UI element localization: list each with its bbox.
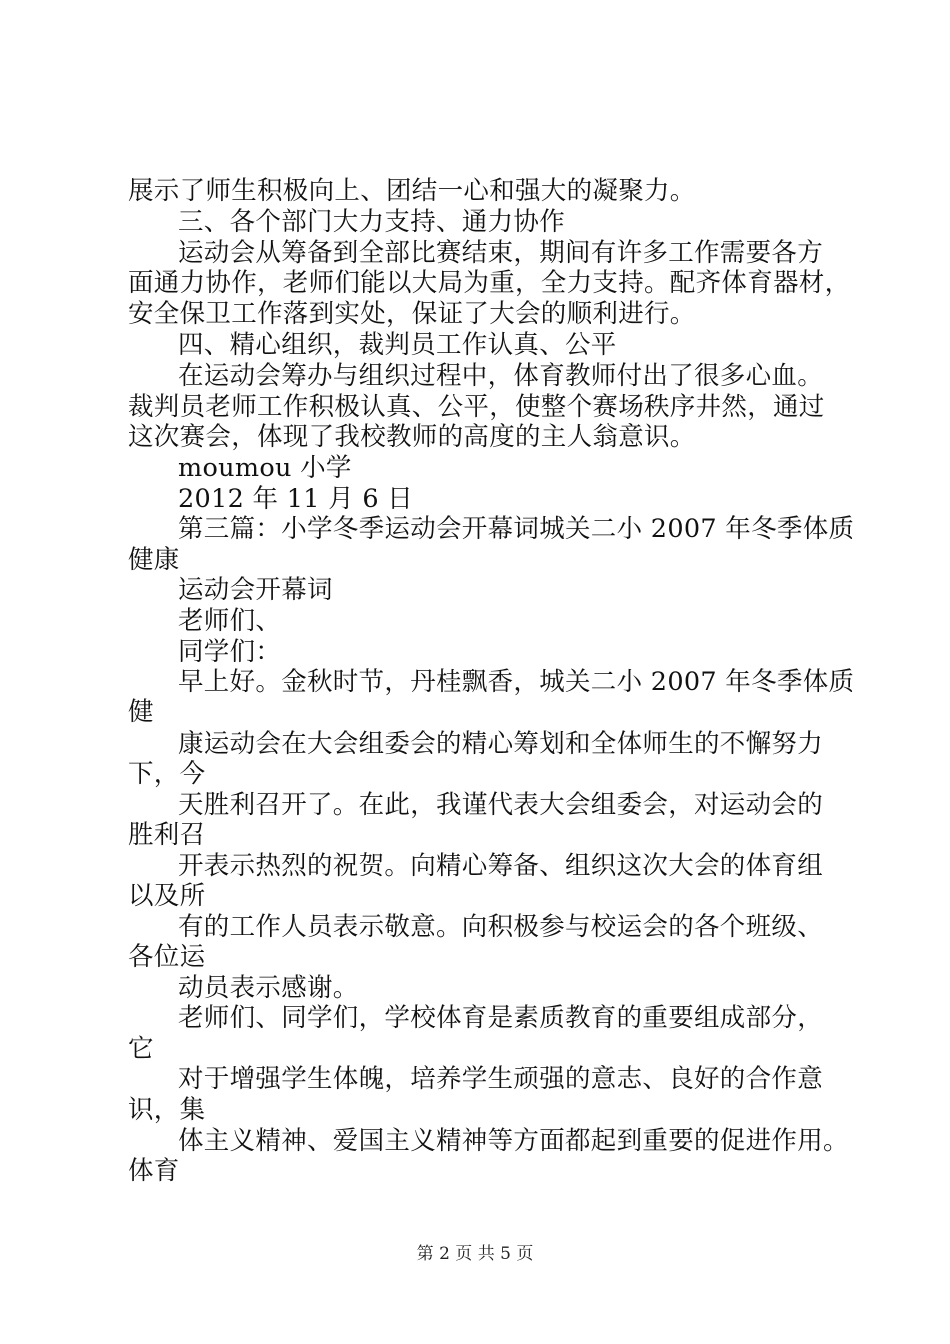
speech-title: 运动会开幕词 — [178, 575, 333, 605]
salutation-line: 老师们、 — [178, 606, 282, 636]
body-text-line: 展示了师生积极向上、团结一心和强大的凝聚力。 — [128, 176, 696, 206]
body-text-line: 有的工作人员表示敬意。向积极参与校运会的各个班级、 — [178, 912, 824, 942]
section-heading: 三、各个部门大力支持、通力协作 — [178, 207, 566, 237]
body-text-line: 体主义精神、爱国主义精神等方面都起到重要的促进作用。 — [178, 1126, 849, 1156]
article-title: 第三篇：小学冬季运动会开幕词城关二小 2007 年冬季体质 — [178, 514, 855, 544]
body-text-line: 开表示热烈的祝贺。向精心筹备、组织这次大会的体育组 — [178, 851, 824, 881]
article-title-continued: 健康 — [128, 545, 180, 575]
body-text-line: 在运动会筹办与组织过程中，体育教师付出了很多心血。 — [178, 361, 824, 391]
body-text-line: 识，集 — [128, 1095, 206, 1125]
signature-school: moumou 小学 — [178, 453, 352, 483]
body-text-line: 体育 — [128, 1156, 180, 1186]
body-text-line: 对于增强学生体魄，培养学生顽强的意志、良好的合作意 — [178, 1064, 824, 1094]
body-text-line: 下，今 — [128, 759, 206, 789]
body-text-line: 动员表示感谢。 — [178, 973, 359, 1003]
body-text-line: 以及所 — [128, 881, 206, 911]
body-text-line: 早上好。金秋时节，丹桂飘香，城关二小 2007 年冬季体质 — [178, 667, 855, 697]
page-number-footer: 第 2 页 共 5 页 — [416, 1244, 534, 1264]
body-text-line: 安全保卫工作落到实处，保证了大会的顺利进行。 — [128, 299, 696, 329]
body-text-line: 运动会从筹备到全部比赛结束，期间有许多工作需要各方 — [178, 238, 824, 268]
body-text-line: 健 — [128, 697, 154, 727]
body-text-line: 裁判员老师工作积极认真、公平，使整个赛场秩序井然，通过 — [128, 392, 825, 422]
body-text-line: 康运动会在大会组委会的精心筹划和全体师生的不懈努力 — [178, 729, 824, 759]
body-text-line: 面通力协作，老师们能以大局为重，全力支持。配齐体育器材， — [128, 268, 851, 298]
body-text-line: 老师们、同学们，学校体育是素质教育的重要组成部分， — [178, 1003, 824, 1033]
section-heading: 四、精心组织，裁判员工作认真、公平 — [178, 330, 617, 360]
signature-date: 2012 年 11 月 6 日 — [178, 484, 414, 514]
body-text-line: 天胜利召开了。在此，我谨代表大会组委会，对运动会的 — [178, 790, 824, 820]
salutation-line: 同学们： — [178, 637, 282, 667]
body-text-line: 胜利召 — [128, 820, 206, 850]
body-text-line: 这次赛会，体现了我校教师的高度的主人翁意识。 — [128, 422, 696, 452]
body-text-line: 各位运 — [128, 942, 206, 972]
body-text-line: 它 — [128, 1034, 154, 1064]
